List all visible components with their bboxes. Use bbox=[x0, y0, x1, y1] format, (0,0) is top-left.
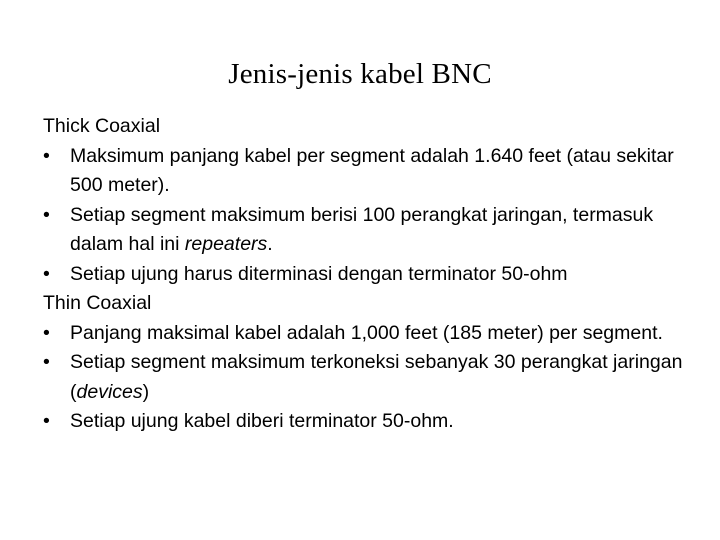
section-heading-thin-coaxial: Thin Coaxial bbox=[43, 292, 152, 314]
bullet-item bbox=[43, 407, 703, 437]
bullet-dot: • bbox=[43, 203, 50, 226]
bullet-text: Setiap ujung kabel diberi terminator 50-ohm. bbox=[70, 410, 454, 432]
slide-title: Jenis-jenis kabel BNC bbox=[228, 58, 492, 90]
bullet-text: Panjang maksimal kabel adalah 1,000 feet (185 meter) per segment. bbox=[70, 321, 663, 344]
bullet-text-end: . bbox=[267, 233, 273, 255]
bullet-text: Maksimum panjang kabel per segment adalah 1.640 feet (atau sekitar 500 meter). bbox=[70, 144, 674, 196]
bullet-text: Setiap segment maksimum terkoneksi sebanyak 30 perangkat jaringan ( bbox=[70, 351, 683, 403]
bullet-item bbox=[43, 260, 703, 290]
bullet-text: Setiap segment maksimum berisi 100 perangkat jaringan, termasuk dalam hal ini bbox=[70, 203, 654, 255]
section-heading-thick-coaxial: Thick Coaxial bbox=[43, 115, 161, 137]
bullet-item bbox=[43, 348, 703, 407]
bullet-emphasis: repeaters bbox=[184, 233, 268, 255]
bullet-dot: • bbox=[43, 262, 50, 285]
bullet-text: Setiap ujung harus diterminasi dengan terminator 50-ohm bbox=[70, 262, 568, 285]
bullet-dot: • bbox=[43, 144, 50, 167]
bullet-item bbox=[43, 142, 703, 201]
slide-content bbox=[43, 112, 703, 437]
bullet-emphasis: devices bbox=[76, 380, 143, 403]
bullet-item bbox=[43, 201, 703, 260]
bullet-dot: • bbox=[43, 410, 50, 432]
bullet-item bbox=[43, 319, 703, 349]
bullet-dot: • bbox=[43, 321, 50, 344]
bullet-text-end: ) bbox=[142, 380, 150, 403]
bullet-dot: • bbox=[43, 351, 50, 373]
